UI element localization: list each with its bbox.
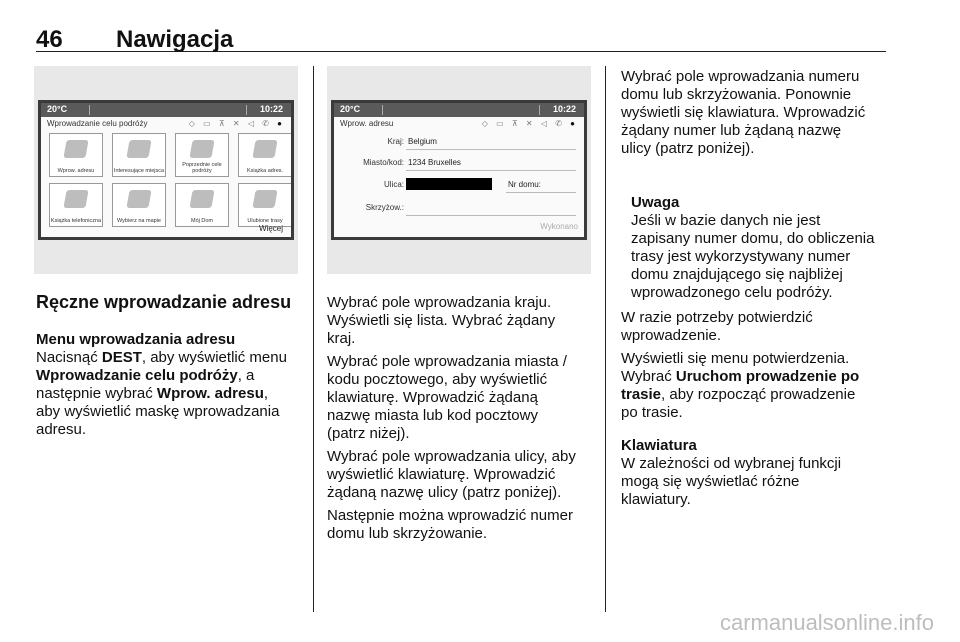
body-line: żądaną nazwę ulicy (patrz poniżej). bbox=[327, 484, 562, 501]
infotainment-screen bbox=[38, 100, 294, 240]
body-line: trasie, aby rozpocząć prowadzenie bbox=[621, 386, 856, 403]
tile-my-home: Mój Dom bbox=[175, 183, 229, 227]
done-label: Wykonano bbox=[540, 222, 578, 231]
body-line: Wyświetli się menu potwierdzenia. bbox=[621, 350, 850, 367]
infotainment-screen bbox=[331, 100, 587, 240]
crossing-label: Skrzyżow.: bbox=[365, 203, 404, 212]
body-line: Wyświetli się lista. Wybrać żądany bbox=[327, 312, 556, 329]
body-line: Wprowadzanie celu podróży, a bbox=[36, 367, 255, 384]
status-separator bbox=[382, 105, 383, 115]
screen-title: Wprow. adresu bbox=[340, 119, 394, 128]
body-line: następnie wybrać Wprow. adresu, bbox=[36, 385, 269, 402]
house-number-label: Nr domu: bbox=[508, 180, 541, 189]
field-underline bbox=[406, 170, 576, 171]
tile-address-entry: Wprow. adresu bbox=[49, 133, 103, 177]
status-tray-icons: ◇ ▭ ⊼ ✕ ◁ ✆ ● bbox=[481, 119, 578, 128]
body-line: nazwę miasta lub kod pocztowy bbox=[327, 407, 538, 424]
field-underline bbox=[406, 215, 576, 216]
status-bar bbox=[334, 103, 584, 117]
note-line: Jeśli w bazie danych nie jest bbox=[631, 212, 821, 229]
tile-favourite-routes: Ulubione trasy bbox=[238, 183, 292, 227]
street-label: Ulica: bbox=[383, 180, 404, 189]
street-field bbox=[406, 178, 492, 190]
country-value: Belgium bbox=[408, 137, 437, 146]
body-line: aby wyświetlić maskę wprowadzania bbox=[36, 403, 280, 420]
body-line: kraj. bbox=[327, 330, 356, 347]
chapter-title: Nawigacja bbox=[116, 26, 234, 53]
map-pin-icon bbox=[126, 190, 151, 208]
tile-points-of-interest: Interesujące miejsca bbox=[112, 133, 166, 177]
book-icon bbox=[252, 140, 277, 158]
temperature-readout: 20°C bbox=[47, 104, 68, 114]
body-line: wprowadzenie. bbox=[621, 327, 722, 344]
note-line: domu znajdującego się najbliżej bbox=[631, 266, 843, 283]
body-line: domu lub skrzyżowania. Ponownie bbox=[621, 86, 852, 103]
watermark: carmanualsonline.info bbox=[719, 610, 934, 635]
status-separator bbox=[539, 105, 540, 115]
phone-book-icon bbox=[63, 190, 88, 208]
status-bar bbox=[41, 103, 291, 117]
body-line: żądany numer lub żądaną nazwę bbox=[621, 122, 842, 139]
tile-previous-destinations: Poprzednie cele podróży bbox=[175, 133, 229, 177]
city-value: 1234 Bruxelles bbox=[408, 158, 461, 167]
tile-phone-book: Książka telefoniczna bbox=[49, 183, 103, 227]
body-line: Wybrać pole wprowadzania kraju. bbox=[327, 294, 552, 311]
column-divider bbox=[313, 66, 314, 612]
body-line: Wybrać pole wprowadzania miasta / bbox=[327, 353, 567, 370]
body-line: Nacisnąć DEST, aby wyświetlić menu bbox=[36, 349, 287, 366]
body-line: adresu. bbox=[36, 421, 87, 438]
note-line: zapisany numer domu, do obliczenia bbox=[631, 230, 875, 247]
city-label: Miasto/kod: bbox=[363, 158, 404, 167]
subsection-heading: Menu wprowadzania adresu bbox=[36, 331, 236, 348]
home-icon bbox=[189, 190, 214, 208]
info-icon: ● bbox=[277, 119, 285, 128]
section-heading: Ręczne wprowadzanie adresu bbox=[36, 292, 292, 312]
body-line: ulicy (patrz poniżej). bbox=[621, 140, 755, 157]
body-line: klawiaturę. Wprowadzić żądaną bbox=[327, 389, 538, 406]
clock-readout: 10:22 bbox=[259, 104, 283, 114]
body-line: W zależności od wybranej funkcji bbox=[621, 455, 842, 472]
info-icon: ● bbox=[570, 119, 578, 128]
tile-select-on-map: Wybierz na mapie bbox=[112, 183, 166, 227]
screen-title: Wprowadzanie celu podróży bbox=[47, 119, 148, 128]
poi-icon bbox=[126, 140, 151, 158]
temperature-readout: 20°C bbox=[340, 104, 361, 114]
body-line: (patrz niżej). bbox=[327, 425, 410, 442]
body-line: Wybrać Uruchom prowadzenie po bbox=[621, 368, 860, 385]
status-tray-icons: ◇ ▭ ⊼ ✕ ◁ ✆ ● bbox=[188, 119, 285, 128]
map-icon bbox=[63, 140, 88, 158]
body-line: po trasie. bbox=[621, 404, 683, 421]
flag-icon bbox=[189, 140, 214, 158]
more-label: Więcej bbox=[258, 224, 283, 233]
route-icon bbox=[252, 190, 277, 208]
status-separator bbox=[246, 105, 247, 115]
body-line: klawiatury. bbox=[621, 491, 691, 508]
address-entry-screenshot bbox=[327, 66, 591, 274]
note-line: wprowadzonego celu podróży. bbox=[631, 284, 833, 301]
column-divider bbox=[605, 66, 606, 612]
country-label: Kraj: bbox=[387, 137, 404, 146]
body-line: wyświetli się klawiatura. Wprowadzić bbox=[621, 104, 866, 121]
destination-menu-screenshot bbox=[34, 66, 298, 274]
page-header bbox=[36, 22, 886, 52]
note-line: trasy jest wykorzystywany numer bbox=[631, 248, 851, 265]
body-line: kodu pocztowego, aby wyświetlić bbox=[327, 371, 548, 388]
clock-readout: 10:22 bbox=[552, 104, 576, 114]
status-separator bbox=[89, 105, 90, 115]
body-line: domu lub skrzyżowanie. bbox=[327, 525, 488, 542]
subsection-heading: Klawiatura bbox=[621, 437, 697, 454]
body-line: wyświetlić klawiaturę. Wprowadzić bbox=[327, 466, 556, 483]
body-line: W razie potrzeby potwierdzić bbox=[621, 309, 813, 326]
page-number: 46 bbox=[36, 26, 63, 53]
tile-address-book: Książka adres. bbox=[238, 133, 292, 177]
body-line: Następnie można wprowadzić numer bbox=[327, 507, 573, 524]
field-underline bbox=[406, 149, 576, 150]
note-title: Uwaga bbox=[631, 194, 680, 211]
body-line: mogą się wyświetlać różne bbox=[621, 473, 800, 490]
body-line: Wybrać pole wprowadzania numeru bbox=[621, 68, 860, 85]
body-line: Wybrać pole wprowadzania ulicy, aby bbox=[327, 448, 576, 465]
field-underline bbox=[506, 192, 576, 193]
